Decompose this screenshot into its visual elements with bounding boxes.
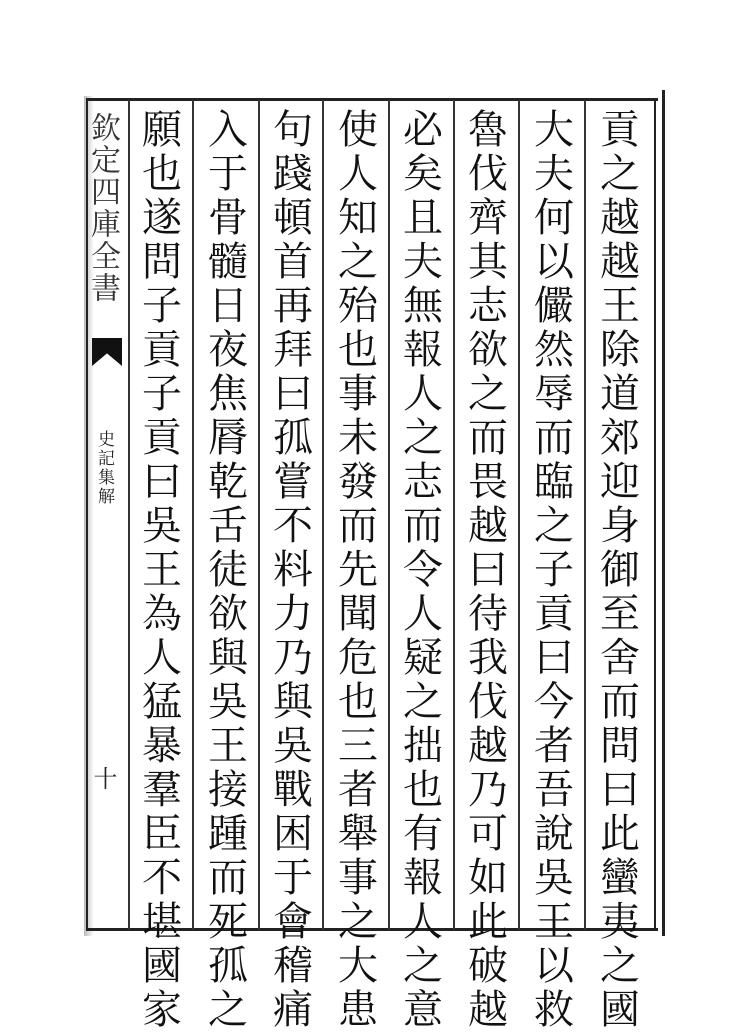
glyph: 大 [534, 107, 574, 153]
glyph: 踐 [273, 151, 313, 197]
glyph: 乾 [208, 459, 248, 505]
glyph: 暴 [142, 723, 182, 769]
glyph: 以 [534, 239, 574, 285]
glyph: 之 [600, 151, 640, 197]
glyph: 我 [468, 635, 508, 681]
frame-right-border-outer [662, 90, 665, 936]
glyph: 也 [403, 767, 443, 813]
glyph: 意 [403, 987, 443, 1033]
glyph: 之 [468, 371, 508, 417]
glyph: 問 [142, 239, 182, 285]
glyph: 接 [208, 767, 248, 813]
glyph: 而 [208, 855, 248, 901]
frame-top-border [86, 98, 658, 101]
glyph: 使 [338, 107, 378, 153]
glyph: 髓 [208, 239, 248, 285]
glyph: 貢 [534, 591, 574, 637]
glyph: 吳 [534, 855, 574, 901]
glyph: 說 [534, 811, 574, 857]
glyph: 欲 [208, 591, 248, 637]
glyph: 吳 [273, 723, 313, 769]
column-rule [584, 100, 586, 930]
glyph: 曰 [468, 547, 508, 593]
glyph: 何 [534, 195, 574, 241]
glyph: 可 [468, 811, 508, 857]
glyph: 知 [338, 195, 378, 241]
page-number: 十 [89, 766, 117, 790]
glyph: 儼 [534, 283, 574, 329]
glyph: 辱 [534, 371, 574, 417]
glyph: 踵 [208, 811, 248, 857]
glyph: 也 [338, 679, 378, 725]
glyph: 貢 [142, 415, 182, 461]
glyph: 家 [142, 987, 182, 1033]
glyph: 令 [403, 547, 443, 593]
glyph: 聞 [338, 591, 378, 637]
glyph: 死 [208, 899, 248, 945]
glyph: 嘗 [273, 459, 313, 505]
glyph: 此 [468, 899, 508, 945]
glyph: 魯 [468, 107, 508, 153]
glyph: 羣 [142, 767, 182, 813]
glyph: 稽 [273, 943, 313, 989]
glyph: 而 [338, 503, 378, 549]
glyph: 志 [403, 459, 443, 505]
glyph: 救 [534, 987, 574, 1033]
text-column-6 [265, 107, 321, 1033]
glyph: 徒 [208, 547, 248, 593]
column-rule [192, 100, 194, 930]
glyph: 吳 [208, 679, 248, 725]
glyph: 發 [338, 459, 378, 505]
glyph: 欲 [468, 327, 508, 373]
glyph: 堪 [142, 899, 182, 945]
glyph: 與 [208, 635, 248, 681]
glyph: 破 [468, 943, 508, 989]
glyph: 王 [534, 899, 574, 945]
glyph: 大 [338, 943, 378, 989]
margin-book-title: 欽定四庫全書 [85, 112, 120, 304]
glyph: 越 [468, 723, 508, 769]
glyph: 國 [142, 943, 182, 989]
glyph: 者 [534, 723, 574, 769]
glyph: 越 [468, 503, 508, 549]
glyph: 子 [534, 547, 574, 593]
glyph: 事 [338, 855, 378, 901]
glyph: 事 [338, 371, 378, 417]
glyph: 之 [534, 503, 574, 549]
glyph: 而 [600, 679, 640, 725]
glyph: 待 [468, 591, 508, 637]
glyph: 之 [338, 899, 378, 945]
glyph: 迎 [600, 459, 640, 505]
glyph: 子 [142, 371, 182, 417]
glyph: 王 [142, 547, 182, 593]
glyph: 越 [600, 195, 640, 241]
glyph: 猛 [142, 679, 182, 725]
column-rule [388, 100, 390, 930]
glyph: 御 [600, 547, 640, 593]
glyph: 且 [403, 195, 443, 241]
glyph: 然 [534, 327, 574, 373]
glyph: 夫 [534, 151, 574, 197]
glyph: 與 [273, 679, 313, 725]
glyph: 矣 [403, 151, 443, 197]
glyph: 夫 [403, 239, 443, 285]
glyph: 夜 [208, 327, 248, 373]
text-column-4 [395, 107, 451, 1033]
glyph: 以 [534, 943, 574, 989]
text-column-5 [330, 107, 386, 1033]
glyph: 吳 [142, 503, 182, 549]
glyph: 曰 [600, 767, 640, 813]
glyph: 必 [403, 107, 443, 153]
glyph: 曰 [534, 635, 574, 681]
glyph: 越 [600, 239, 640, 285]
glyph: 其 [468, 239, 508, 285]
glyph: 疑 [403, 635, 443, 681]
glyph: 之 [208, 987, 248, 1033]
glyph: 力 [273, 591, 313, 637]
glyph: 有 [403, 811, 443, 857]
glyph: 之 [600, 943, 640, 989]
frame-right-border-inner [654, 98, 656, 931]
glyph: 者 [338, 767, 378, 813]
glyph: 會 [273, 899, 313, 945]
glyph: 首 [273, 239, 313, 285]
glyph: 不 [273, 503, 313, 549]
glyph: 人 [403, 371, 443, 417]
glyph: 乃 [273, 635, 313, 681]
glyph: 蠻 [600, 855, 640, 901]
glyph: 國 [600, 987, 640, 1033]
column-rule [518, 100, 520, 930]
column-rule [258, 100, 260, 930]
glyph: 齊 [468, 195, 508, 241]
glyph: 此 [600, 811, 640, 857]
glyph: 至 [600, 591, 640, 637]
glyph: 曰 [142, 459, 182, 505]
glyph: 身 [600, 503, 640, 549]
glyph: 也 [338, 327, 378, 373]
glyph: 而 [468, 415, 508, 461]
glyph: 人 [338, 151, 378, 197]
glyph: 貢 [600, 107, 640, 153]
glyph: 拜 [273, 327, 313, 373]
text-column-1 [592, 107, 648, 1033]
glyph: 料 [273, 547, 313, 593]
glyph: 郊 [600, 415, 640, 461]
glyph: 舉 [338, 811, 378, 857]
glyph: 于 [208, 151, 248, 197]
glyph: 人 [142, 635, 182, 681]
glyph: 臨 [534, 459, 574, 505]
glyph: 無 [403, 283, 443, 329]
glyph: 脣 [208, 415, 248, 461]
glyph: 而 [534, 415, 574, 461]
text-column-8 [134, 107, 190, 1033]
glyph: 今 [534, 679, 574, 725]
text-column-2 [526, 107, 582, 1033]
glyph: 之 [403, 943, 443, 989]
glyph: 曰 [273, 371, 313, 417]
glyph: 戰 [273, 767, 313, 813]
glyph: 乃 [468, 767, 508, 813]
glyph: 而 [403, 503, 443, 549]
column-rule [453, 100, 455, 930]
glyph: 不 [142, 855, 182, 901]
glyph: 之 [403, 415, 443, 461]
glyph: 子 [142, 283, 182, 329]
glyph: 于 [273, 855, 313, 901]
glyph: 貢 [142, 327, 182, 373]
glyph: 頓 [273, 195, 313, 241]
glyph: 也 [142, 151, 182, 197]
glyph: 危 [338, 635, 378, 681]
glyph: 焦 [208, 371, 248, 417]
column-rule [128, 100, 130, 930]
glyph: 志 [468, 283, 508, 329]
glyph: 孤 [208, 943, 248, 989]
glyph: 為 [142, 591, 182, 637]
glyph: 拙 [403, 723, 443, 769]
glyph: 舌 [208, 503, 248, 549]
glyph: 越 [468, 987, 508, 1033]
glyph: 報 [403, 327, 443, 373]
glyph: 遂 [142, 195, 182, 241]
glyph: 未 [338, 415, 378, 461]
glyph: 畏 [468, 459, 508, 505]
glyph: 除 [600, 327, 640, 373]
glyph: 殆 [338, 283, 378, 329]
glyph: 入 [208, 107, 248, 153]
glyph: 伐 [468, 151, 508, 197]
glyph: 人 [403, 591, 443, 637]
glyph: 舍 [600, 635, 640, 681]
glyph: 困 [273, 811, 313, 857]
glyph: 句 [273, 107, 313, 153]
glyph: 王 [600, 283, 640, 329]
text-column-3 [460, 107, 516, 1033]
text-column-7 [200, 107, 256, 1033]
glyph: 夷 [600, 899, 640, 945]
glyph: 願 [142, 107, 182, 153]
glyph: 之 [338, 239, 378, 285]
glyph: 如 [468, 855, 508, 901]
glyph: 之 [403, 679, 443, 725]
glyph: 患 [338, 987, 378, 1033]
glyph: 日 [208, 283, 248, 329]
glyph: 骨 [208, 195, 248, 241]
glyph: 王 [208, 723, 248, 769]
margin-subtitle: 史記集解 [94, 430, 114, 506]
column-rule [322, 100, 324, 930]
glyph: 孤 [273, 415, 313, 461]
glyph: 伐 [468, 679, 508, 725]
glyph: 人 [403, 899, 443, 945]
glyph: 先 [338, 547, 378, 593]
glyph: 道 [600, 371, 640, 417]
glyph: 三 [338, 723, 378, 769]
glyph: 問 [600, 723, 640, 769]
glyph: 痛 [273, 987, 313, 1033]
glyph: 吾 [534, 767, 574, 813]
glyph: 報 [403, 855, 443, 901]
glyph: 再 [273, 283, 313, 329]
glyph: 臣 [142, 811, 182, 857]
